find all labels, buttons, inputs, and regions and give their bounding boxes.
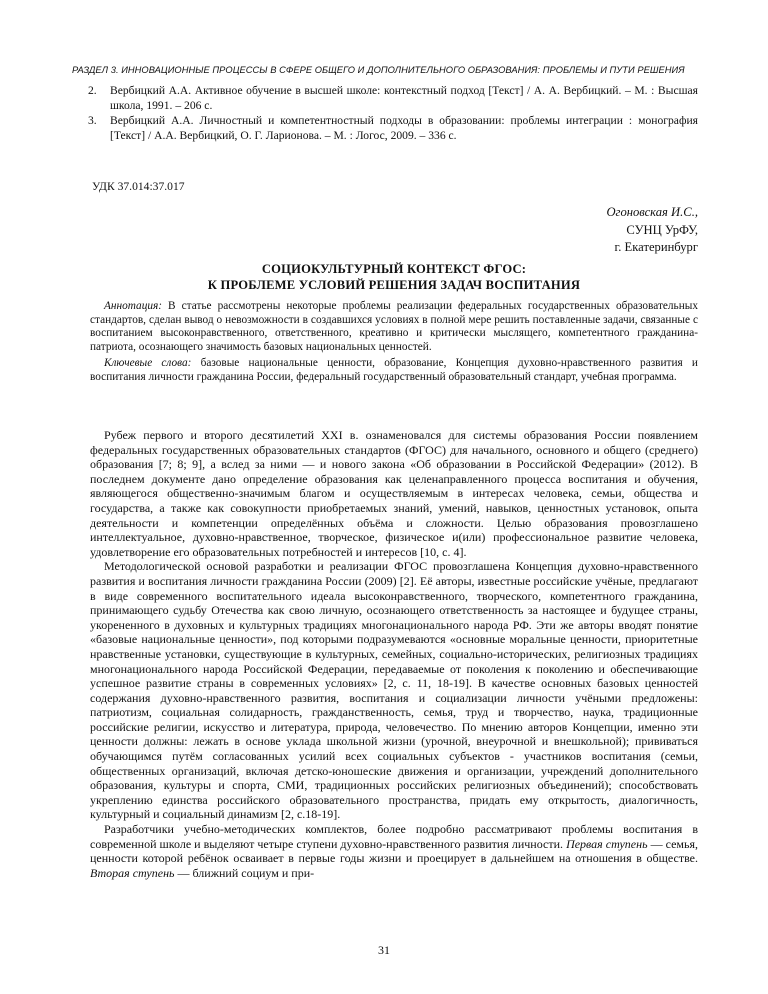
body-paragraph: Рубеж первого и второго десятилетий XXI в. ознаменовался для системы образования России появлением федеральных государственных образовательных стандартов (ФГОС) для начального, основного и общего (среднего) образования [7; 8; 9], а вслед за ними — и нового закона «Об образовании в Российской Федерации» (2012). В последнем документе дано определение образования как целенаправленного процесса воспитания и обучения, являющегося общественно-значимым благом и осуществляемым в интересах человека, семьи, общества и государства, а также как совокупности приобретаемых знаний, умений, навыков, ценностных установок, опыта деятельности и компетенции определённых объёма и сложности. Целью образования провозглашено интеллектуальное, духовно-нравственное, творческое, физическое и(или) профессиональное развитие человека, удовлетворение его образовательных потребностей и интересов [10, с. 4]. xyxy=(90,428,698,559)
abstract-label: Аннотация: xyxy=(104,300,163,312)
article-title xyxy=(90,262,698,293)
paragraph-text: — семья, ценности которой ребёнок осваивает в первые годы жизни и проецирует в дальнейшем на отношения в обществе. xyxy=(90,836,699,866)
reference-number: 3. xyxy=(88,114,97,127)
body-paragraph xyxy=(90,822,698,880)
reference-text: Вербицкий А.А. Активное обучение в высшей школе: контекстный подход [Текст] / А. А. Вербицкий. – М. : Высшая школа, 1991. – 206 с. xyxy=(110,84,698,112)
reference-item xyxy=(88,113,698,143)
author-organization: СУНЦ УрФУ, xyxy=(626,222,698,237)
author-name: Огоновская И.С., xyxy=(606,205,698,219)
keywords xyxy=(90,357,698,384)
keywords-label: Ключевые слова: xyxy=(104,356,192,369)
title-line: К ПРОБЛЕМЕ УСЛОВИЙ РЕШЕНИЯ ЗАДАЧ ВОСПИТАНИЯ xyxy=(207,277,581,292)
reference-item xyxy=(88,83,698,113)
paragraph-text: — ближний социум и при- xyxy=(174,865,315,880)
title-line: СОЦИОКУЛЬТУРНЫЙ КОНТЕКСТ ФГОС: xyxy=(261,262,527,276)
udc-code: УДК 37.014:37.017 xyxy=(92,180,185,193)
abstract-block xyxy=(90,300,698,384)
author-block xyxy=(606,204,698,257)
abstract-text: В статье рассмотрены некоторые проблемы реализации федеральных государственных образовательных стандартов, сделан вывод о невозможности в создавшихся условиях в полной мере решить поставленные задачи, связанные с воспитанием высоконравственного, ответственного, креативно и критически мыслящего, компетентного гражданина-патриота, осознающего значимость базовых национальных ценностей. xyxy=(90,300,698,354)
running-head: РАЗДЕЛ 3. ИННОВАЦИОННЫЕ ПРОЦЕССЫ В СФЕРЕ ОБЩЕГО И ДОПОЛНИТЕЛЬНОГО ОБРАЗОВАНИЯ: ПРОБЛЕМЫ И ПУТИ РЕШЕНИЯ xyxy=(72,65,685,75)
stage-one-term: Первая ступень xyxy=(566,836,648,851)
abstract xyxy=(90,300,698,355)
stage-two-term: Вторая ступень xyxy=(90,865,175,880)
reference-list xyxy=(88,83,698,143)
body-paragraph: Методологической основой разработки и реализации ФГОС провозглашена Концепция духовно-нравственного развития и воспитания личности гражданина России (2009) [2]. Её авторы, известные российские учёные, предлагают в виде современного воспитательного идеала высоконравственного, творческого, компетентного гражданина, принимающего судьбу Отечества как свою личную, осознающего ответственность за настоящее и будущее страны, укорененного в духовных и культурных традициях многонационального народа РФ. Эти же авторы вводят понятие «базовые национальные ценности», под которыми подразумеваются «основные моральные ценности, приоритетные нравственные установки, существующие в культурных, семейных, социально-исторических, религиозных традициях многонационального народа Российской Федерации, передаваемые от поколения к поколению и обеспечивающие успешное развитие страны в современных условиях» [2, с. 11, 18-19]. В качестве основных базовых ценностей содержания духовно-нравственного развития, воспитания и социализации личности учёными предложены: патриотизм, социальная солидарность, гражданственность, семья, труд и творчество, наука, традиционные российские религии, искусство и литература, природа, человечество. По мнению авторов Концепции, именно эти ценности должны: лежать в основе уклада школьной жизни (урочной, внеурочной и внешкольной); прививаться обучающимся путём согласованных усилий всех социальных субъектов - участников воспитания (семьи, общественных организаций, включая детско-юношеские движения и организации, учреждений дополнительного образования, культуры и спорта, СМИ, традиционных российских религиозных объединений); способствовать укреплению единства российского образовательного пространства, придать ему открытость, диалогичность, культурный и социальный динамизм [2, с.18-19]. xyxy=(90,559,698,822)
keywords-text: базовые национальные ценности, образование, Концепция духовно-нравственного развития и воспитания личности гражданина России, федеральный государственный образовательный стандарт, учебная программа. xyxy=(90,356,698,383)
reference-number: 2. xyxy=(88,84,97,97)
paragraph-text: Разработчики учебно-методических комплектов, более подробно рассматривают проблемы воспитания в современной школе и выделяют четыре ступени духовно-нравственного развития личности. xyxy=(90,822,698,851)
page-number: 31 xyxy=(378,943,390,957)
reference-text: Вербицкий А.А. Личностный и компетентностный подходы в образовании: проблемы интеграции : монография [Текст] / А.А. Вербицкий, О. Г. Ларионова. – М. : Логос, 2009. – 336 с. xyxy=(110,114,698,142)
article-body xyxy=(90,428,698,880)
author-city: г. Екатеринбург xyxy=(614,240,698,254)
